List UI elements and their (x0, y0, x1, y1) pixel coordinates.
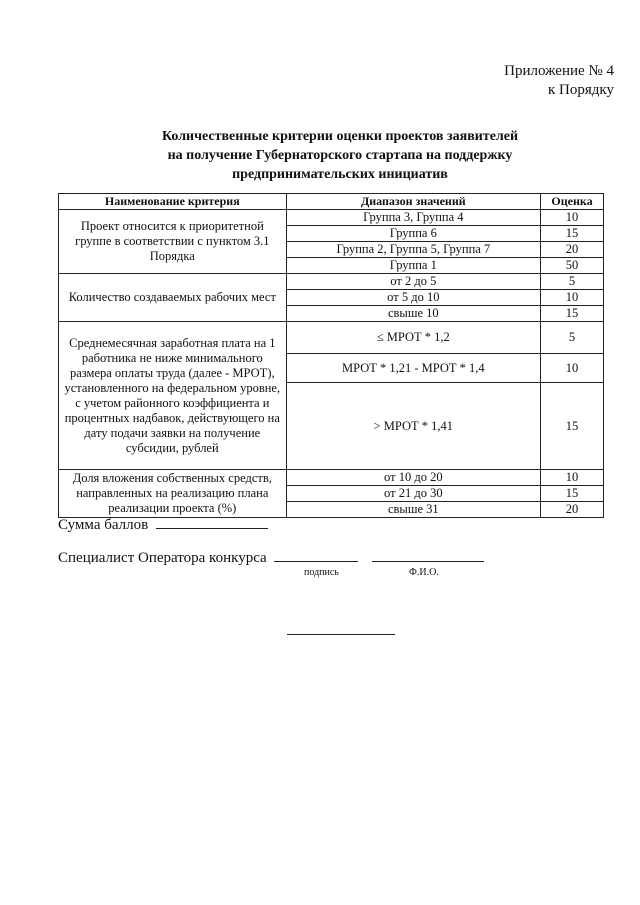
range-cell: ≤ МРОТ * 1,2 (286, 322, 540, 354)
closing-rule (287, 634, 395, 635)
appendix-header (504, 62, 614, 100)
table-row (59, 274, 604, 290)
range-cell: Группа 3, Группа 4 (286, 210, 540, 226)
score-cell: 5 (541, 274, 604, 290)
signature-blank-line (274, 547, 358, 562)
score-cell: 10 (541, 290, 604, 306)
criterion-cell: Доля вложения собственных средств, направленных на реализацию плана реализации проекта (%) (59, 470, 287, 518)
appendix-reference: к Порядку (548, 82, 614, 98)
title-line-3: предпринимательских инициатив (232, 167, 448, 182)
score-cell: 10 (541, 470, 604, 486)
score-cell: 50 (541, 258, 604, 274)
specialist-label: Специалист Оператора конкурса (58, 550, 267, 566)
table-header-row (59, 194, 604, 210)
score-cell: 15 (541, 226, 604, 242)
range-cell: Группа 2, Группа 5, Группа 7 (286, 242, 540, 258)
name-caption: Ф.И.О. (409, 567, 439, 578)
specialist-line (58, 547, 484, 567)
range-cell: > МРОТ * 1,41 (286, 383, 540, 470)
title-line-1: Количественные критерии оценки проектов заявителей (161, 129, 519, 144)
sum-blank-line (156, 514, 268, 529)
range-cell: от 10 до 20 (286, 470, 540, 486)
range-cell: свыше 31 (286, 502, 540, 518)
criterion-cell: Среднемесячная заработная плата на 1 работника не ниже минимального размера оплаты труда (далее - МРОТ), установленного на федеральном уровне, с учетом районного коэффициента и процентных надбавок, действующего на дату подачи заявки на получение субсидии, рублей (59, 322, 287, 470)
title-line-2: на получение Губернаторского стартапа на поддержку (167, 148, 513, 163)
score-cell: 5 (541, 322, 604, 354)
range-cell: МРОТ * 1,21 - МРОТ * 1,4 (286, 354, 540, 383)
table-row (59, 322, 604, 354)
score-cell: 15 (541, 306, 604, 322)
header-criterion: Наименование критерия (59, 194, 287, 210)
range-cell: от 2 до 5 (286, 274, 540, 290)
sum-label: Сумма баллов (58, 517, 149, 533)
table-row (59, 210, 604, 226)
score-cell: 15 (541, 383, 604, 470)
range-cell: от 5 до 10 (286, 290, 540, 306)
score-cell: 10 (541, 210, 604, 226)
score-cell: 20 (541, 242, 604, 258)
signature-caption: подпись (304, 567, 339, 578)
header-score: Оценка (541, 194, 604, 210)
score-cell: 10 (541, 354, 604, 383)
name-blank-line (372, 547, 484, 562)
criterion-cell: Проект относится к приоритетной группе в соответствии с пунктом 3.1 Порядка (59, 210, 287, 274)
range-cell: Группа 6 (286, 226, 540, 242)
criterion-cell: Количество создаваемых рабочих мест (59, 274, 287, 322)
score-cell: 20 (541, 502, 604, 518)
range-cell: свыше 10 (286, 306, 540, 322)
criteria-table (58, 193, 604, 518)
table-row (59, 470, 604, 486)
range-cell: Группа 1 (286, 258, 540, 274)
header-range: Диапазон значений (286, 194, 540, 210)
appendix-number: Приложение № 4 (504, 63, 614, 79)
score-cell: 15 (541, 486, 604, 502)
score-sum (58, 514, 268, 534)
document-title (120, 127, 560, 184)
range-cell: от 21 до 30 (286, 486, 540, 502)
